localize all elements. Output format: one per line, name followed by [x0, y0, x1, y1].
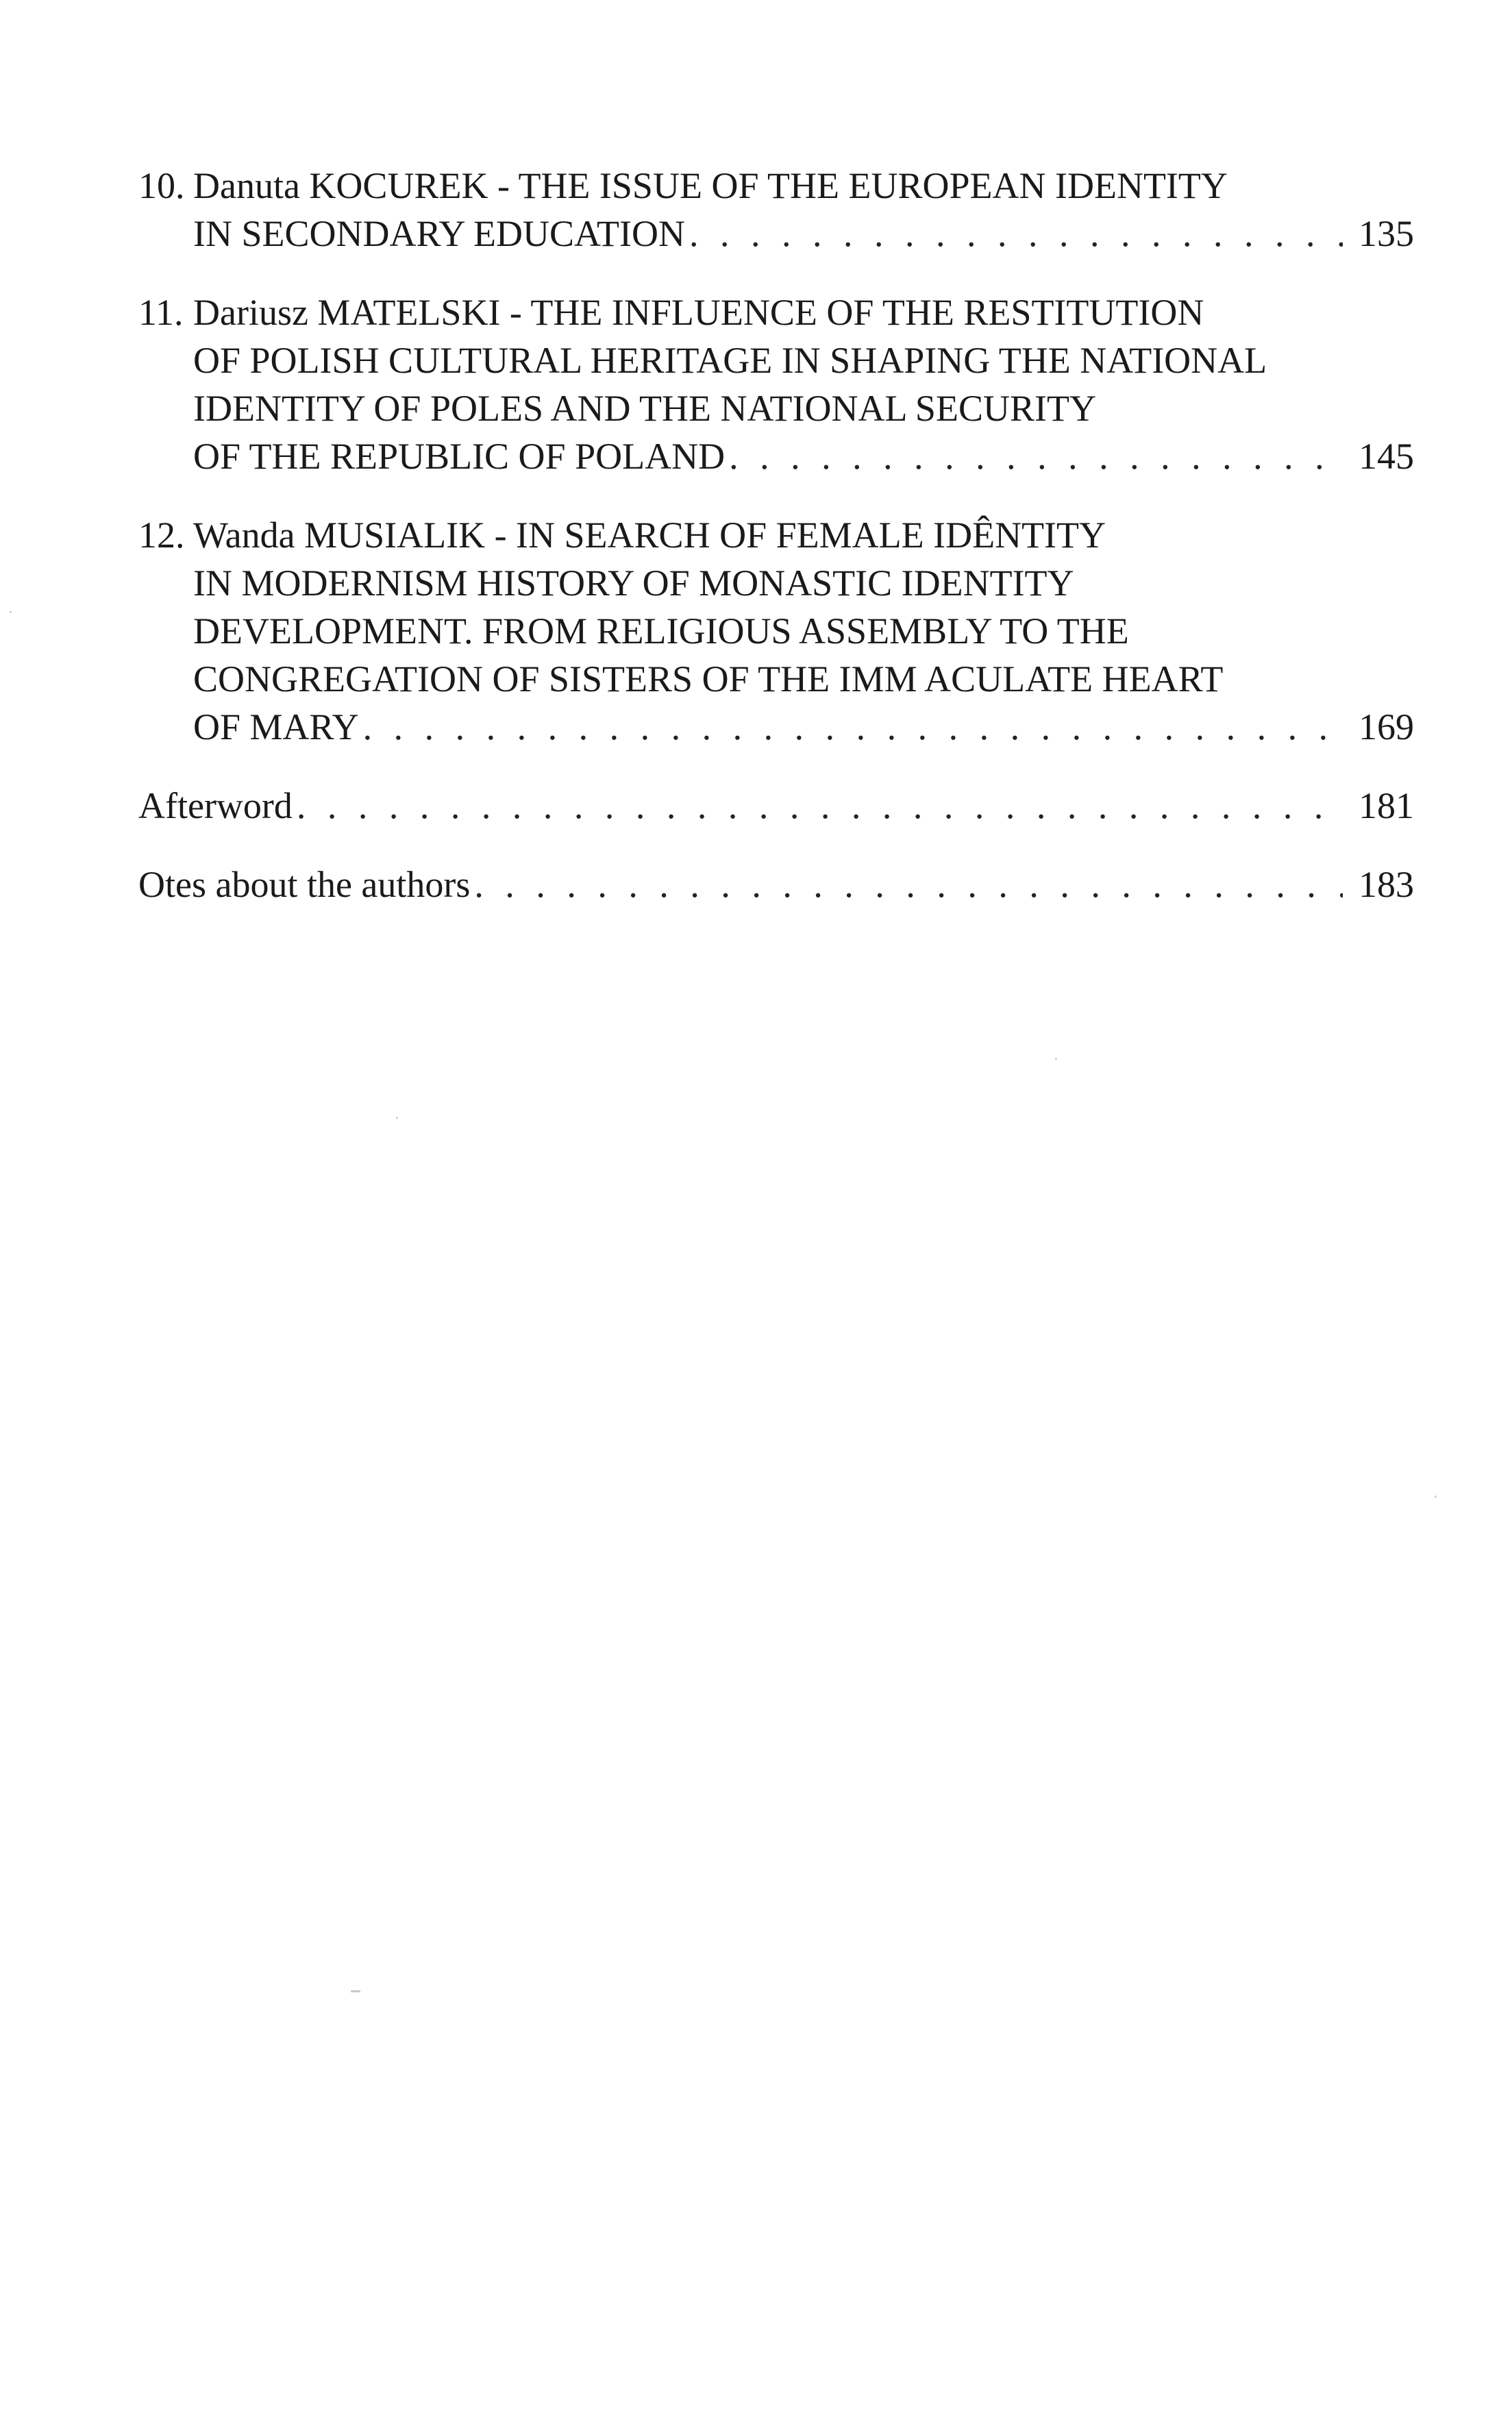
scan-speck [1435, 1496, 1437, 1498]
toc-page-number: 181 [1359, 785, 1414, 826]
toc-entry-first-line [138, 511, 1414, 559]
toc-entry-first-line [138, 288, 1414, 336]
dot-leader [363, 703, 1343, 751]
toc-entry-afterword [138, 782, 1414, 830]
toc-entry-title-end: IN SECONDARY EDUCATION [193, 213, 686, 254]
toc-entry-title: Afterword [138, 785, 293, 826]
toc-entry-title: Otes about the authors [138, 864, 471, 905]
toc-entry-continuation-line: CONGREGATION OF SISTERS OF THE IMM ACULATE HEART [193, 658, 1224, 700]
toc-entry-10 [138, 162, 1414, 258]
dot-leader [689, 210, 1343, 258]
toc-entry-last-line [138, 782, 1414, 830]
toc-page-number: 183 [1359, 864, 1414, 905]
toc-page-number: 145 [1359, 436, 1414, 477]
toc-entry-last-line [138, 861, 1414, 908]
toc-entry-number: 11. [138, 292, 184, 333]
scan-speck [351, 1990, 360, 1992]
toc-entry-title-end: OF THE REPUBLIC OF POLAND [193, 436, 726, 477]
toc-entry-continuation-line: IDENTITY OF POLES AND THE NATIONAL SECURITY [193, 388, 1096, 429]
toc-entry-first-line [138, 162, 1414, 210]
toc-entry-number: 12. [138, 515, 185, 556]
toc-entry-continuation-line: DEVELOPMENT. FROM RELIGIOUS ASSEMBLY TO THE [193, 610, 1129, 652]
toc-entry-title: Dariusz MATELSKI - THE INFLUENCE OF THE RESTITUTION [193, 292, 1204, 333]
table-of-contents [138, 162, 1414, 908]
scan-speck [1055, 1058, 1057, 1060]
dot-leader [297, 782, 1343, 830]
dot-leader [474, 861, 1343, 908]
toc-entry-title: Wanda MUSIALIK - IN SEARCH OF FEMALE IDÊNTITY [193, 515, 1106, 556]
toc-entry-last-line [138, 432, 1414, 480]
toc-entry-title-end: OF MARY [193, 706, 359, 747]
dot-leader [729, 432, 1343, 480]
toc-entry-last-line [138, 210, 1414, 258]
toc-entry-11 [138, 288, 1414, 480]
toc-page-number: 169 [1359, 706, 1414, 747]
scan-speck [396, 1117, 398, 1119]
scan-speck [10, 611, 12, 613]
toc-entry-12 [138, 511, 1414, 751]
toc-entry-continuation-line: OF POLISH CULTURAL HERITAGE IN SHAPING THE NATIONAL [193, 340, 1267, 381]
toc-entry-number: 10. [138, 165, 185, 206]
toc-entry-continuation-line: IN MODERNISM HISTORY OF MONASTIC IDENTITY [193, 562, 1074, 604]
toc-entry-notes-about-authors [138, 861, 1414, 908]
toc-entry-last-line [138, 703, 1414, 751]
toc-entry-title: Danuta KOCUREK - THE ISSUE OF THE EUROPEAN IDENTITY [193, 165, 1228, 206]
toc-page-number: 135 [1359, 213, 1414, 254]
